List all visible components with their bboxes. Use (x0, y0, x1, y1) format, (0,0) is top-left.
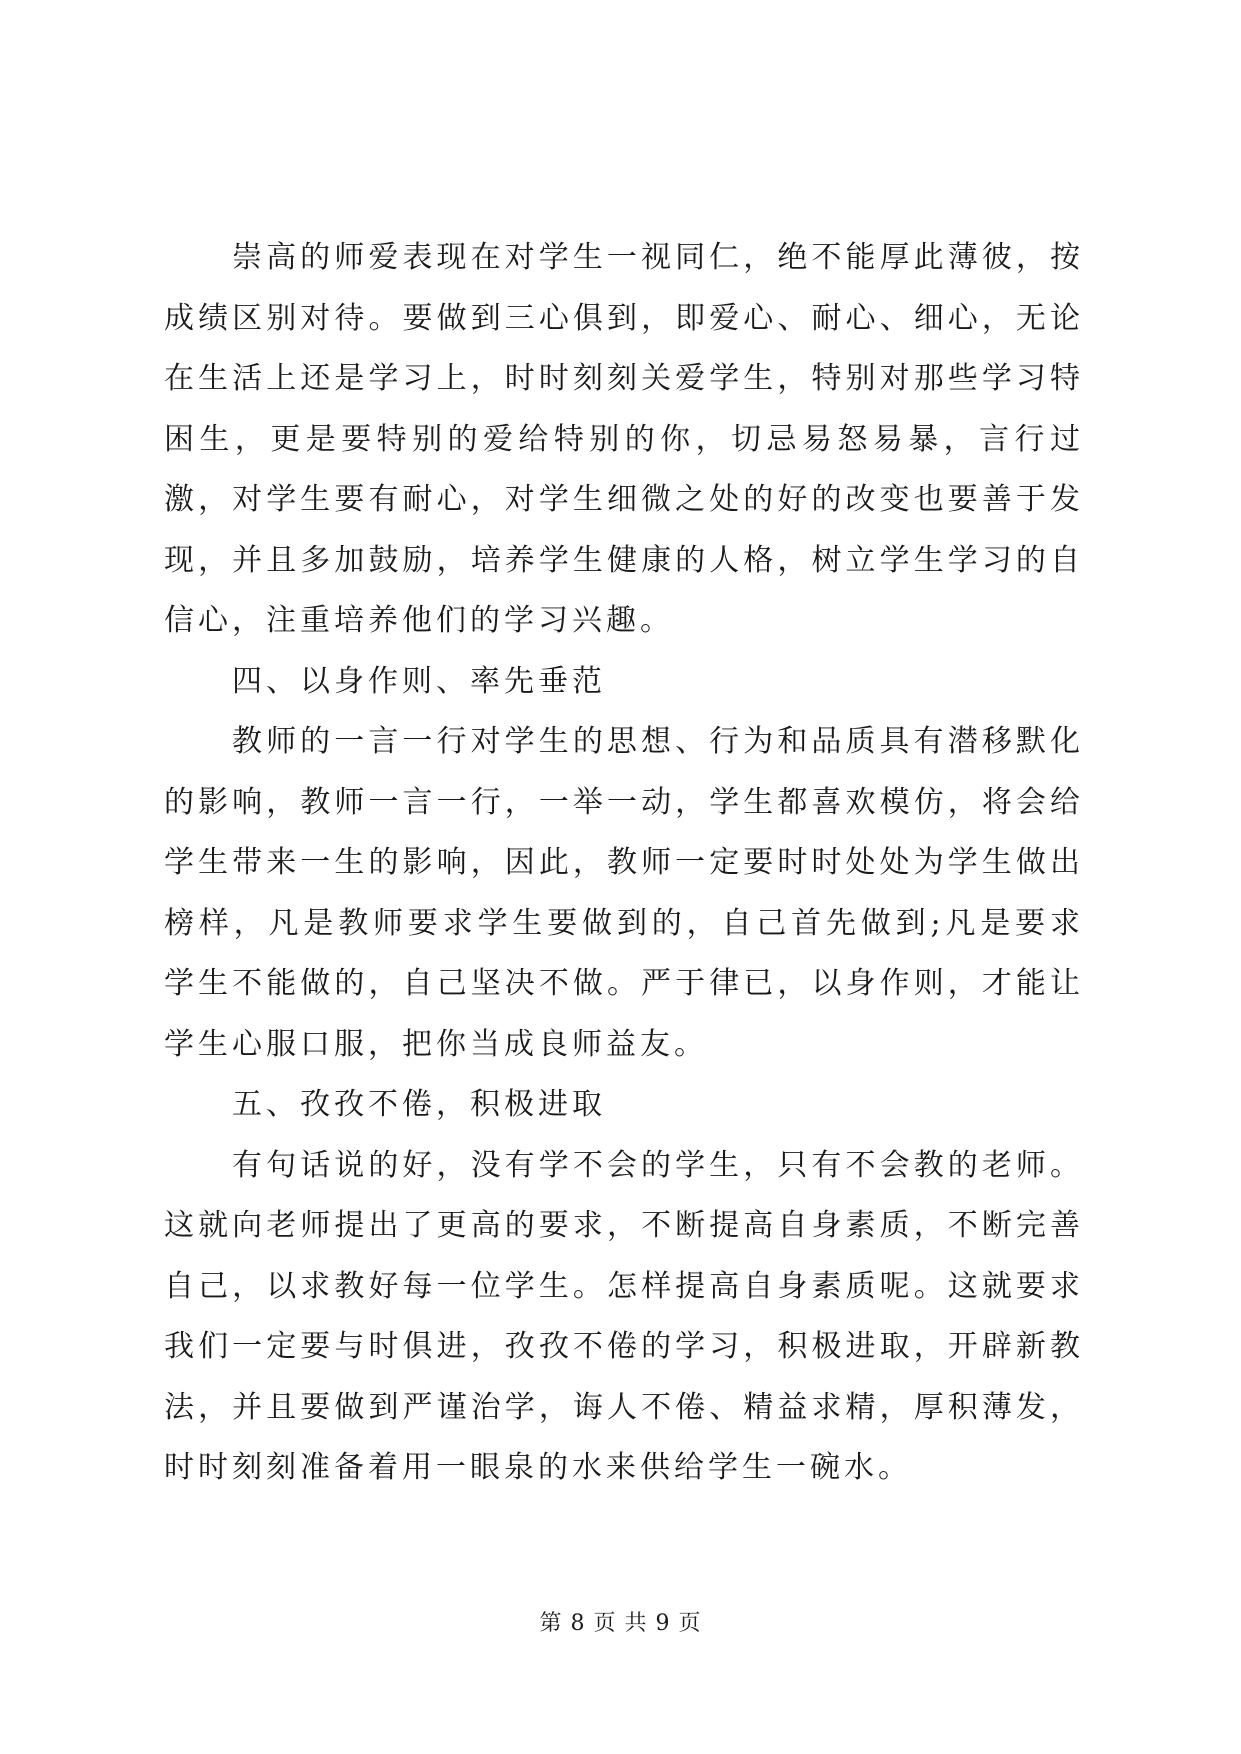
paragraph-teacher-love: 崇高的师爱表现在对学生一视同仁，绝不能厚此薄彼，按成绩区别对待。要做到三心俱到，即爱心、耐心、细心，无论在生活上还是学习上，时时刻刻关爱学生，特别对那些学习特困生，更是要特别的爱给特别的你，切忌易怒易暴，言行过激，对学生要有耐心，对学生细微之处的好的改变也要善于发现，并且多加鼓励，培养学生健康的人格，树立学生学习的自信心，注重培养他们的学习兴趣。 (164, 240, 1084, 638)
document-body (164, 228, 1084, 1499)
section-heading-5: 五、孜孜不倦，积极进取 (232, 1087, 606, 1122)
section-heading-4: 四、以身作则、率先垂范 (232, 663, 606, 699)
page-number-footer: 第 8 页 共 9 页 (539, 1611, 702, 1636)
paragraph-continuous-learning: 有句话说的好，没有学不会的学生，只有不会教的老师。这就向老师提出了更高的要求，不断提高自身素质，不断完善自己，以求教好每一位学生。怎样提高自身素质呢。这就要求我们一定要与时俱进，孜孜不倦的学习，积极进取，开辟新教法，并且要做到严谨治学，诲人不倦、精益求精，厚积薄发，时时刻刻准备着用一眼泉的水来供给学生一碗水。 (164, 1147, 1084, 1485)
paragraph-lead-by-example: 教师的一言一行对学生的思想、行为和品质具有潜移默化的影响，教师一言一行，一举一动，学生都喜欢模仿，将会给学生带来一生的影响，因此，教师一定要时时处处为学生做出榜样，凡是教师要求学生要做到的，自己首先做到;凡是要求学生不能做的，自己坚决不做。严于律已，以身作则，才能让学生心服口服，把你当成良师益友。 (164, 724, 1084, 1062)
